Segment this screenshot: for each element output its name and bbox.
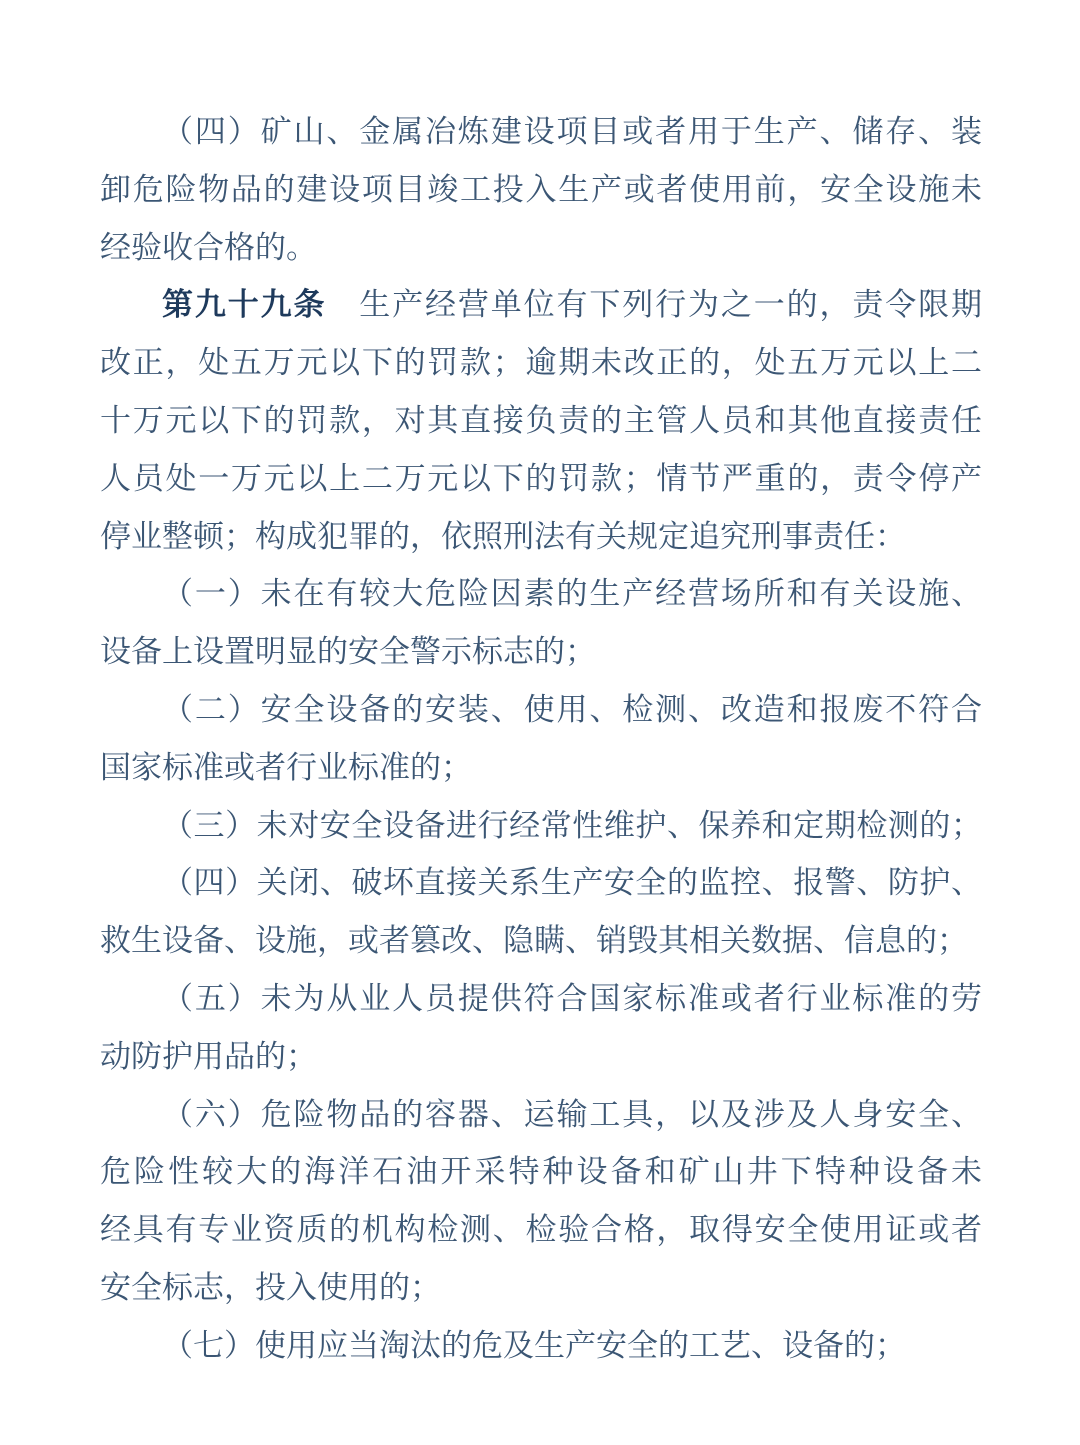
text-line: 动防护用品的；	[100, 1038, 317, 1074]
text-line-item-5: （五）未为从业人员提供符合国家标准或者行业标准的劳	[162, 980, 982, 1016]
text-line: 救生设备、设施，或者篡改、隐瞒、销毁其相关数据、信息的；	[100, 923, 968, 959]
text-line-item-3: （三）未对安全设备进行经常性维护、保养和定期检测的；	[162, 807, 982, 843]
text-line: （四）矿山、金属冶炼建设项目或者用于生产、储存、装	[162, 114, 982, 149]
text-line: 改正，处五万元以下的罚款；逾期未改正的，处五万元以上二	[100, 345, 982, 381]
text-line: 停业整顿；构成犯罪的，依照刑法有关规定追究刑事责任：	[100, 518, 906, 554]
text-line: 卸危险物品的建设项目竣工投入生产或者使用前，安全设施未	[100, 171, 982, 207]
text-line: 国家标准或者行业标准的；	[100, 749, 472, 785]
article-number: 第九十九条	[162, 287, 327, 323]
text-line: 经验收合格的。	[100, 229, 317, 265]
text-line: 经具有专业资质的机构检测、检验合格，取得安全使用证或者	[100, 1212, 982, 1248]
text-line-item-6: （六）危险物品的容器、运输工具，以及涉及人身安全、	[162, 1096, 982, 1132]
text-line-item-1: （一）未在有较大危险因素的生产经营场所和有关设施、	[162, 576, 982, 612]
text-line-item-7: （七）使用应当淘汰的危及生产安全的工艺、设备的；	[162, 1327, 906, 1363]
text-line-article-start	[100, 276, 982, 334]
text-line: 十万元以下的罚款，对其直接负责的主管人员和其他直接责任	[100, 402, 982, 438]
text-line: 安全标志，投入使用的；	[100, 1269, 441, 1305]
text-line: 设备上设置明显的安全警示标志的；	[100, 634, 596, 670]
text-line: 危险性较大的海洋石油开采特种设备和矿山井下特种设备未	[100, 1154, 982, 1190]
text-line: 人员处一万元以上二万元以下的罚款；情节严重的，责令停产	[100, 460, 982, 496]
text-line-item-2: （二）安全设备的安装、使用、检测、改造和报废不符合	[162, 691, 982, 727]
text-line-item-4: （四）关闭、破坏直接关系生产安全的监控、报警、防护、	[162, 865, 982, 901]
article-body-start: 生产经营单位有下列行为之一的，责令限期	[326, 287, 982, 323]
